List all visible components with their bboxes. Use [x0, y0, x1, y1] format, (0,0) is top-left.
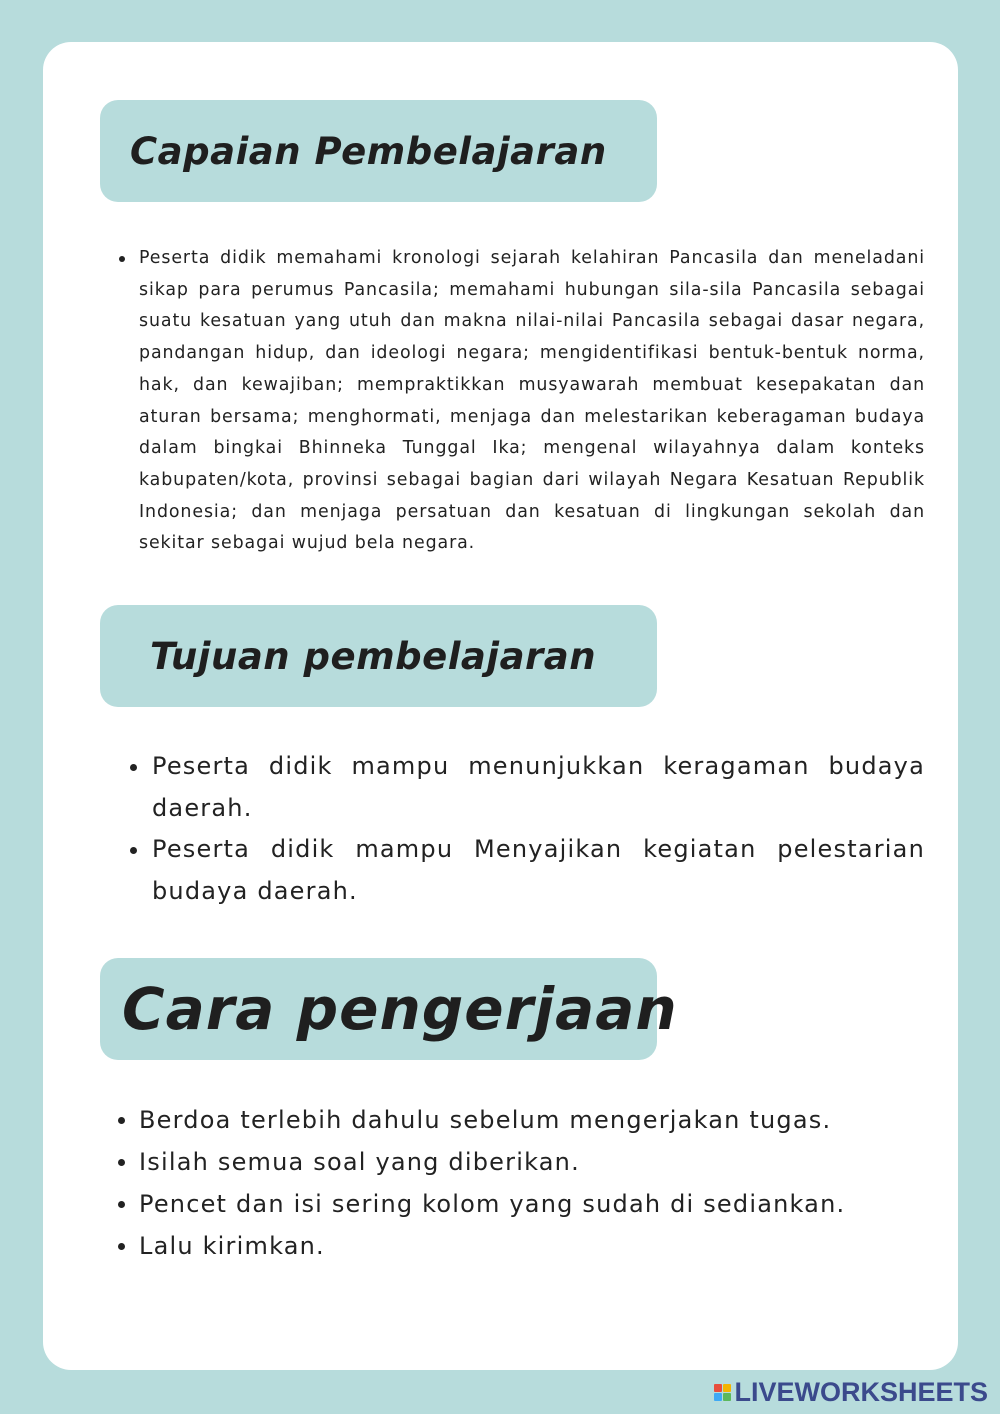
cara-list-item: Pencet dan isi sering kolom yang sudah di sediankan.: [139, 1183, 925, 1225]
tujuan-list-item: Peserta didik mampu menunjukkan keragaman budaya daerah.: [152, 746, 925, 829]
cara-list: [139, 1099, 925, 1267]
liveworksheets-brand[interactable]: [714, 1377, 988, 1408]
capaian-heading: Capaian Pembelajaran: [130, 129, 607, 173]
tujuan-list: [152, 746, 925, 912]
capaian-heading-box: [100, 100, 657, 202]
cara-heading: Cara pengerjaan: [122, 975, 678, 1043]
tujuan-list-item: Peserta didik mampu Menyajikan kegiatan pelestarian budaya daerah.: [152, 829, 925, 912]
capaian-list: [139, 243, 925, 560]
capaian-list-item: Peserta didik memahami kronologi sejarah kelahiran Pancasila dan meneladani sikap para perumus Pancasila; memahami hubungan sila-sila Pancasila sebagai suatu kesatuan yang utuh dan makna nilai-nilai Pancasila sebagai dasar negara, pandangan hidup, dan ideologi negara; mengidentifikasi bentuk-bentuk norma, hak, dan kewajiban; mempraktikkan musyawarah membuat kesepakatan dan aturan bersama; menghormati, menjaga dan melestarikan keberagaman budaya dalam bingkai Bhinneka Tunggal Ika; mengenal wilayahnya dalam konteks kabupaten/kota, provinsi sebagai bagian dari wilayah Negara Kesatuan Republik Indonesia; dan menjaga persatuan dan kesatuan di lingkungan sekolah dan sekitar sebagai wujud bela negara.: [139, 243, 925, 560]
brand-text: LIVEWORKSHEETS: [734, 1377, 988, 1407]
liveworksheets-logo-icon: [714, 1384, 731, 1401]
cara-list-item: Lalu kirimkan.: [139, 1225, 925, 1267]
cara-heading-box: [100, 958, 678, 1060]
cara-list-item: Berdoa terlebih dahulu sebelum mengerjakan tugas.: [139, 1099, 925, 1141]
tujuan-heading: Tujuan pembelajaran: [150, 634, 597, 678]
tujuan-heading-box: [100, 605, 657, 707]
cara-list-item: Isilah semua soal yang diberikan.: [139, 1141, 925, 1183]
